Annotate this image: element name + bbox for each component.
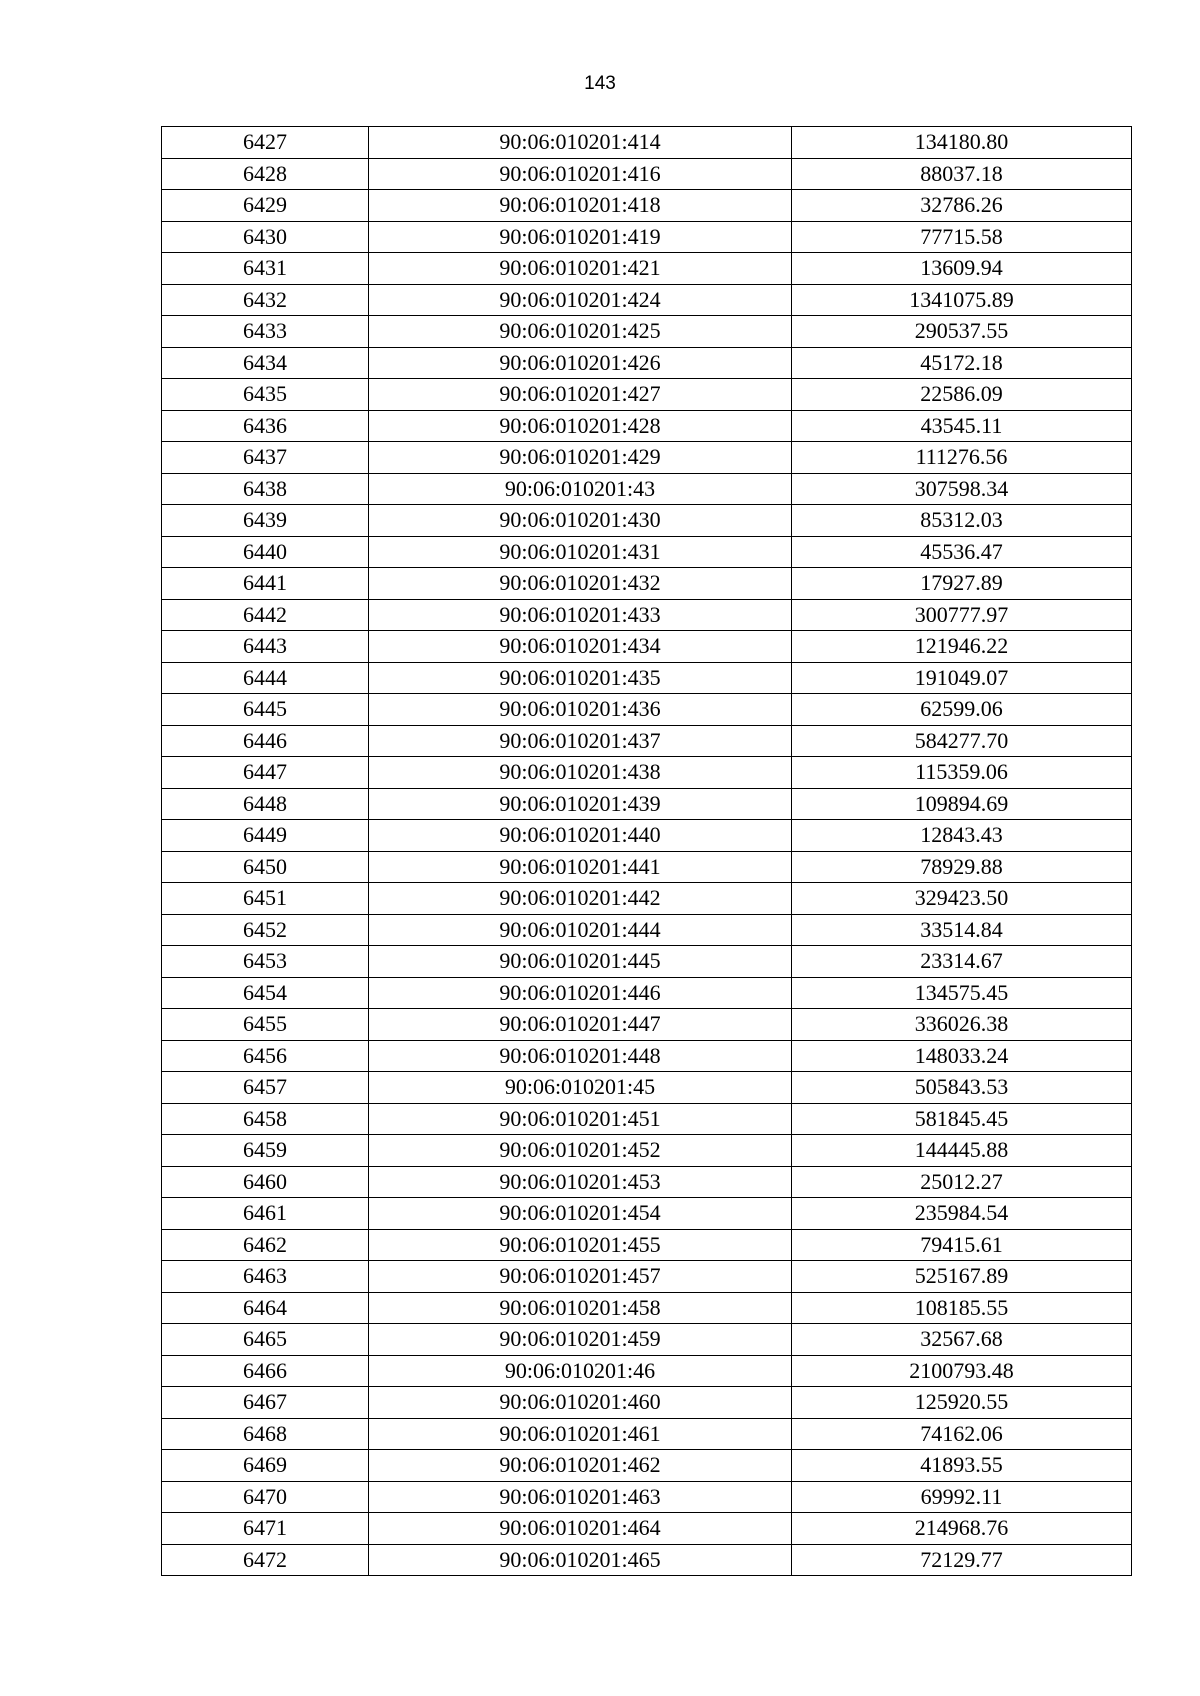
cadastral-number-cell: 90:06:010201:426 (369, 347, 792, 379)
value-cell: 12843.43 (792, 820, 1132, 852)
cadastral-number-cell: 90:06:010201:454 (369, 1198, 792, 1230)
table-row (162, 1387, 1132, 1419)
value-cell: 214968.76 (792, 1513, 1132, 1545)
value-cell: 22586.09 (792, 379, 1132, 411)
row-number-cell: 6427 (162, 127, 369, 159)
cadastral-number-cell: 90:06:010201:43 (369, 473, 792, 505)
registry-table-body (162, 127, 1132, 1576)
row-number-cell: 6436 (162, 410, 369, 442)
row-number-cell: 6470 (162, 1481, 369, 1513)
cadastral-number-cell: 90:06:010201:46 (369, 1355, 792, 1387)
row-number-cell: 6466 (162, 1355, 369, 1387)
table-row (162, 1450, 1132, 1482)
row-number-cell: 6429 (162, 190, 369, 222)
cadastral-number-cell: 90:06:010201:427 (369, 379, 792, 411)
value-cell: 23314.67 (792, 946, 1132, 978)
table-row (162, 1198, 1132, 1230)
table-row (162, 473, 1132, 505)
table-row (162, 1103, 1132, 1135)
cadastral-number-cell: 90:06:010201:439 (369, 788, 792, 820)
value-cell: 32786.26 (792, 190, 1132, 222)
cadastral-number-cell: 90:06:010201:464 (369, 1513, 792, 1545)
row-number-cell: 6444 (162, 662, 369, 694)
value-cell: 78929.88 (792, 851, 1132, 883)
row-number-cell: 6463 (162, 1261, 369, 1293)
table-row (162, 284, 1132, 316)
row-number-cell: 6431 (162, 253, 369, 285)
table-row (162, 725, 1132, 757)
cadastral-number-cell: 90:06:010201:435 (369, 662, 792, 694)
row-number-cell: 6471 (162, 1513, 369, 1545)
value-cell: 115359.06 (792, 757, 1132, 789)
value-cell: 235984.54 (792, 1198, 1132, 1230)
row-number-cell: 6441 (162, 568, 369, 600)
table-row (162, 536, 1132, 568)
value-cell: 1341075.89 (792, 284, 1132, 316)
table-row (162, 1166, 1132, 1198)
cadastral-number-cell: 90:06:010201:455 (369, 1229, 792, 1261)
value-cell: 69992.11 (792, 1481, 1132, 1513)
value-cell: 121946.22 (792, 631, 1132, 663)
table-row (162, 1418, 1132, 1450)
row-number-cell: 6472 (162, 1544, 369, 1576)
cadastral-number-cell: 90:06:010201:446 (369, 977, 792, 1009)
cadastral-number-cell: 90:06:010201:431 (369, 536, 792, 568)
row-number-cell: 6460 (162, 1166, 369, 1198)
row-number-cell: 6468 (162, 1418, 369, 1450)
value-cell: 134575.45 (792, 977, 1132, 1009)
table-row (162, 788, 1132, 820)
row-number-cell: 6453 (162, 946, 369, 978)
row-number-cell: 6448 (162, 788, 369, 820)
row-number-cell: 6464 (162, 1292, 369, 1324)
table-row (162, 253, 1132, 285)
cadastral-number-cell: 90:06:010201:441 (369, 851, 792, 883)
cadastral-number-cell: 90:06:010201:448 (369, 1040, 792, 1072)
value-cell: 77715.58 (792, 221, 1132, 253)
value-cell: 45536.47 (792, 536, 1132, 568)
row-number-cell: 6433 (162, 316, 369, 348)
row-number-cell: 6440 (162, 536, 369, 568)
value-cell: 25012.27 (792, 1166, 1132, 1198)
row-number-cell: 6430 (162, 221, 369, 253)
cadastral-number-cell: 90:06:010201:453 (369, 1166, 792, 1198)
cadastral-number-cell: 90:06:010201:447 (369, 1009, 792, 1041)
value-cell: 125920.55 (792, 1387, 1132, 1419)
table-row (162, 410, 1132, 442)
value-cell: 144445.88 (792, 1135, 1132, 1167)
value-cell: 300777.97 (792, 599, 1132, 631)
table-row (162, 914, 1132, 946)
row-number-cell: 6449 (162, 820, 369, 852)
table-row (162, 1481, 1132, 1513)
registry-table (161, 126, 1132, 1576)
value-cell: 329423.50 (792, 883, 1132, 915)
row-number-cell: 6443 (162, 631, 369, 663)
table-row (162, 442, 1132, 474)
cadastral-number-cell: 90:06:010201:424 (369, 284, 792, 316)
value-cell: 505843.53 (792, 1072, 1132, 1104)
table-row (162, 1040, 1132, 1072)
table-row (162, 883, 1132, 915)
row-number-cell: 6458 (162, 1103, 369, 1135)
cadastral-number-cell: 90:06:010201:442 (369, 883, 792, 915)
value-cell: 109894.69 (792, 788, 1132, 820)
table-row (162, 127, 1132, 159)
value-cell: 111276.56 (792, 442, 1132, 474)
value-cell: 45172.18 (792, 347, 1132, 379)
value-cell: 290537.55 (792, 316, 1132, 348)
value-cell: 307598.34 (792, 473, 1132, 505)
table-row (162, 1355, 1132, 1387)
cadastral-number-cell: 90:06:010201:436 (369, 694, 792, 726)
cadastral-number-cell: 90:06:010201:460 (369, 1387, 792, 1419)
cadastral-number-cell: 90:06:010201:429 (369, 442, 792, 474)
cadastral-number-cell: 90:06:010201:414 (369, 127, 792, 159)
table-row (162, 1009, 1132, 1041)
row-number-cell: 6467 (162, 1387, 369, 1419)
row-number-cell: 6462 (162, 1229, 369, 1261)
table-row (162, 379, 1132, 411)
cadastral-number-cell: 90:06:010201:434 (369, 631, 792, 663)
cadastral-number-cell: 90:06:010201:461 (369, 1418, 792, 1450)
value-cell: 148033.24 (792, 1040, 1132, 1072)
row-number-cell: 6451 (162, 883, 369, 915)
cadastral-number-cell: 90:06:010201:433 (369, 599, 792, 631)
value-cell: 336026.38 (792, 1009, 1132, 1041)
cadastral-number-cell: 90:06:010201:462 (369, 1450, 792, 1482)
row-number-cell: 6428 (162, 158, 369, 190)
table-row (162, 1229, 1132, 1261)
row-number-cell: 6434 (162, 347, 369, 379)
row-number-cell: 6435 (162, 379, 369, 411)
row-number-cell: 6450 (162, 851, 369, 883)
value-cell: 134180.80 (792, 127, 1132, 159)
value-cell: 108185.55 (792, 1292, 1132, 1324)
value-cell: 13609.94 (792, 253, 1132, 285)
value-cell: 525167.89 (792, 1261, 1132, 1293)
table-row (162, 662, 1132, 694)
value-cell: 88037.18 (792, 158, 1132, 190)
row-number-cell: 6432 (162, 284, 369, 316)
row-number-cell: 6446 (162, 725, 369, 757)
table-row (162, 158, 1132, 190)
table-row (162, 820, 1132, 852)
table-row (162, 1135, 1132, 1167)
cadastral-number-cell: 90:06:010201:452 (369, 1135, 792, 1167)
cadastral-number-cell: 90:06:010201:451 (369, 1103, 792, 1135)
cadastral-number-cell: 90:06:010201:430 (369, 505, 792, 537)
row-number-cell: 6445 (162, 694, 369, 726)
table-row (162, 1072, 1132, 1104)
cadastral-number-cell: 90:06:010201:459 (369, 1324, 792, 1356)
value-cell: 584277.70 (792, 725, 1132, 757)
cadastral-number-cell: 90:06:010201:440 (369, 820, 792, 852)
value-cell: 74162.06 (792, 1418, 1132, 1450)
table-row (162, 977, 1132, 1009)
cadastral-number-cell: 90:06:010201:457 (369, 1261, 792, 1293)
table-row (162, 1513, 1132, 1545)
table-row (162, 599, 1132, 631)
cadastral-number-cell: 90:06:010201:416 (369, 158, 792, 190)
cadastral-number-cell: 90:06:010201:465 (369, 1544, 792, 1576)
row-number-cell: 6457 (162, 1072, 369, 1104)
cadastral-number-cell: 90:06:010201:421 (369, 253, 792, 285)
cadastral-number-cell: 90:06:010201:428 (369, 410, 792, 442)
row-number-cell: 6442 (162, 599, 369, 631)
row-number-cell: 6452 (162, 914, 369, 946)
row-number-cell: 6465 (162, 1324, 369, 1356)
row-number-cell: 6447 (162, 757, 369, 789)
page-number: 143 (584, 73, 616, 94)
value-cell: 79415.61 (792, 1229, 1132, 1261)
cadastral-number-cell: 90:06:010201:425 (369, 316, 792, 348)
table-row (162, 316, 1132, 348)
cadastral-number-cell: 90:06:010201:445 (369, 946, 792, 978)
value-cell: 33514.84 (792, 914, 1132, 946)
value-cell: 62599.06 (792, 694, 1132, 726)
table-row (162, 568, 1132, 600)
table-row (162, 631, 1132, 663)
row-number-cell: 6456 (162, 1040, 369, 1072)
table-row (162, 851, 1132, 883)
row-number-cell: 6461 (162, 1198, 369, 1230)
value-cell: 2100793.48 (792, 1355, 1132, 1387)
table-row (162, 1292, 1132, 1324)
row-number-cell: 6454 (162, 977, 369, 1009)
cadastral-number-cell: 90:06:010201:418 (369, 190, 792, 222)
cadastral-number-cell: 90:06:010201:438 (369, 757, 792, 789)
cadastral-number-cell: 90:06:010201:458 (369, 1292, 792, 1324)
row-number-cell: 6437 (162, 442, 369, 474)
table-row (162, 1544, 1132, 1576)
value-cell: 41893.55 (792, 1450, 1132, 1482)
row-number-cell: 6439 (162, 505, 369, 537)
table-row (162, 946, 1132, 978)
row-number-cell: 6438 (162, 473, 369, 505)
value-cell: 191049.07 (792, 662, 1132, 694)
value-cell: 17927.89 (792, 568, 1132, 600)
cadastral-number-cell: 90:06:010201:432 (369, 568, 792, 600)
table-row (162, 694, 1132, 726)
cadastral-number-cell: 90:06:010201:463 (369, 1481, 792, 1513)
value-cell: 32567.68 (792, 1324, 1132, 1356)
table-row (162, 1324, 1132, 1356)
cadastral-number-cell: 90:06:010201:45 (369, 1072, 792, 1104)
value-cell: 581845.45 (792, 1103, 1132, 1135)
table-row (162, 347, 1132, 379)
value-cell: 85312.03 (792, 505, 1132, 537)
table-row (162, 1261, 1132, 1293)
cadastral-number-cell: 90:06:010201:419 (369, 221, 792, 253)
row-number-cell: 6455 (162, 1009, 369, 1041)
value-cell: 43545.11 (792, 410, 1132, 442)
table-row (162, 757, 1132, 789)
table-row (162, 221, 1132, 253)
value-cell: 72129.77 (792, 1544, 1132, 1576)
row-number-cell: 6459 (162, 1135, 369, 1167)
cadastral-number-cell: 90:06:010201:437 (369, 725, 792, 757)
row-number-cell: 6469 (162, 1450, 369, 1482)
table-row (162, 190, 1132, 222)
cadastral-number-cell: 90:06:010201:444 (369, 914, 792, 946)
table-row (162, 505, 1132, 537)
